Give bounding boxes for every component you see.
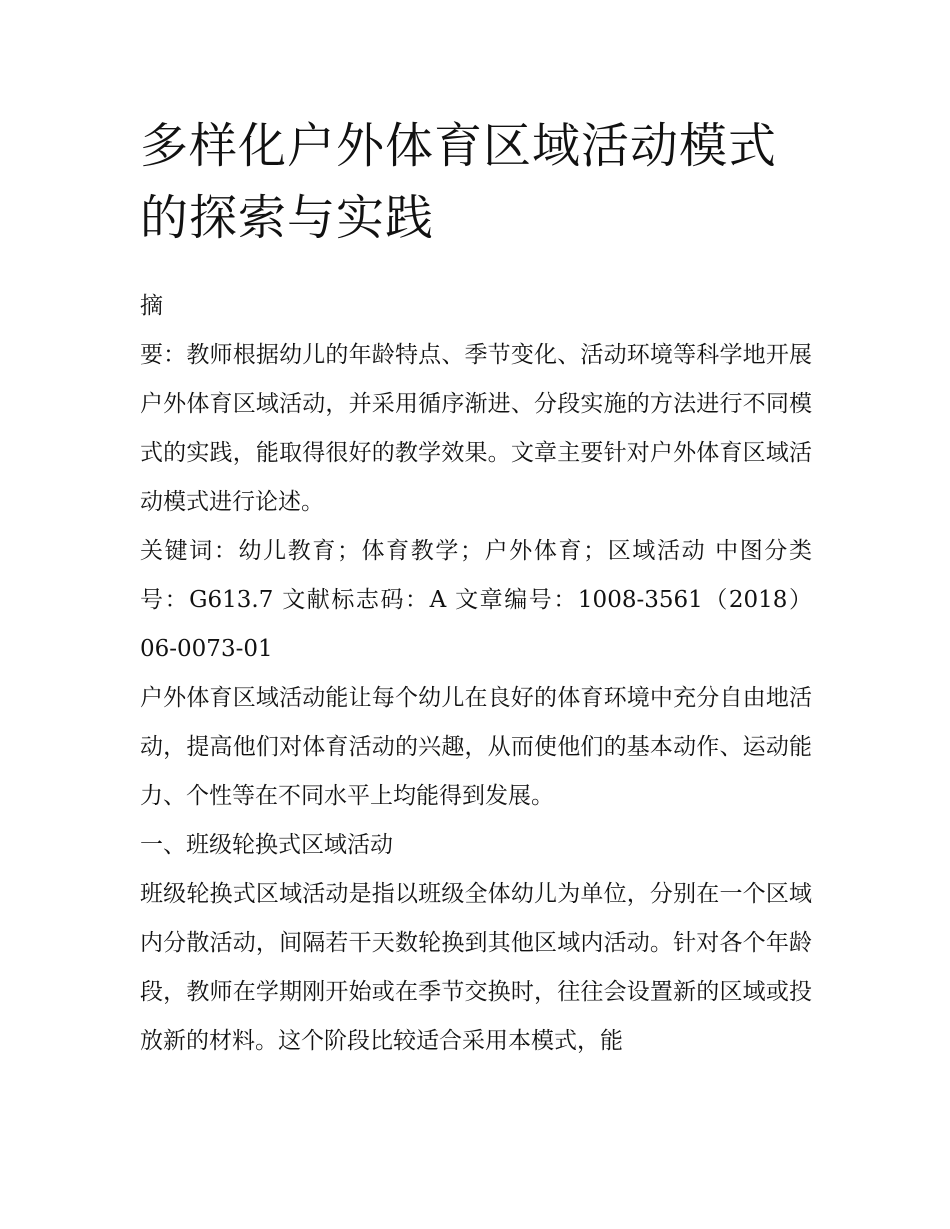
document-title: 多样化户外体育区域活动模式的探索与实践 [140,118,778,246]
section-heading: 一、班级轮换式区域活动 [140,832,393,858]
intro-paragraph: 户外体育区域活动能让每个幼儿在良好的体育环境中充分自由地活动，提高他们对体育活动的兴趣，从而使他们的基本动作、运动能力、个性等在不同水平上均能得到发展。 [140,685,812,809]
abstract-label: 摘 [140,293,163,319]
section-paragraph: 班级轮换式区域活动是指以班级全体幼儿为单位，分别在一个区域内分散活动，间隔若干天数轮换到其他区域内活动。针对各个年龄段，教师在学期刚开始或在季节交换时，往往会设置新的区域或投放新的材料。这个阶段比较适合采用本模式，能 [140,881,812,1054]
abstract-text: 要：教师根据幼儿的年龄特点、季节变化、活动环境等科学地开展户外体育区域活动，并采用循序渐进、分段实施的方法进行不同模式的实践，能取得很好的教学效果。文章主要针对户外体育区域活动模式进行论述。 [140,342,812,515]
keywords-classification: 关键词：幼儿教育；体育教学；户外体育；区域活动 中图分类号：G613.7 文献标志码：A 文章编号：1008-3561（2018）06-0073-01 [140,538,812,662]
document-page [140,110,812,1066]
